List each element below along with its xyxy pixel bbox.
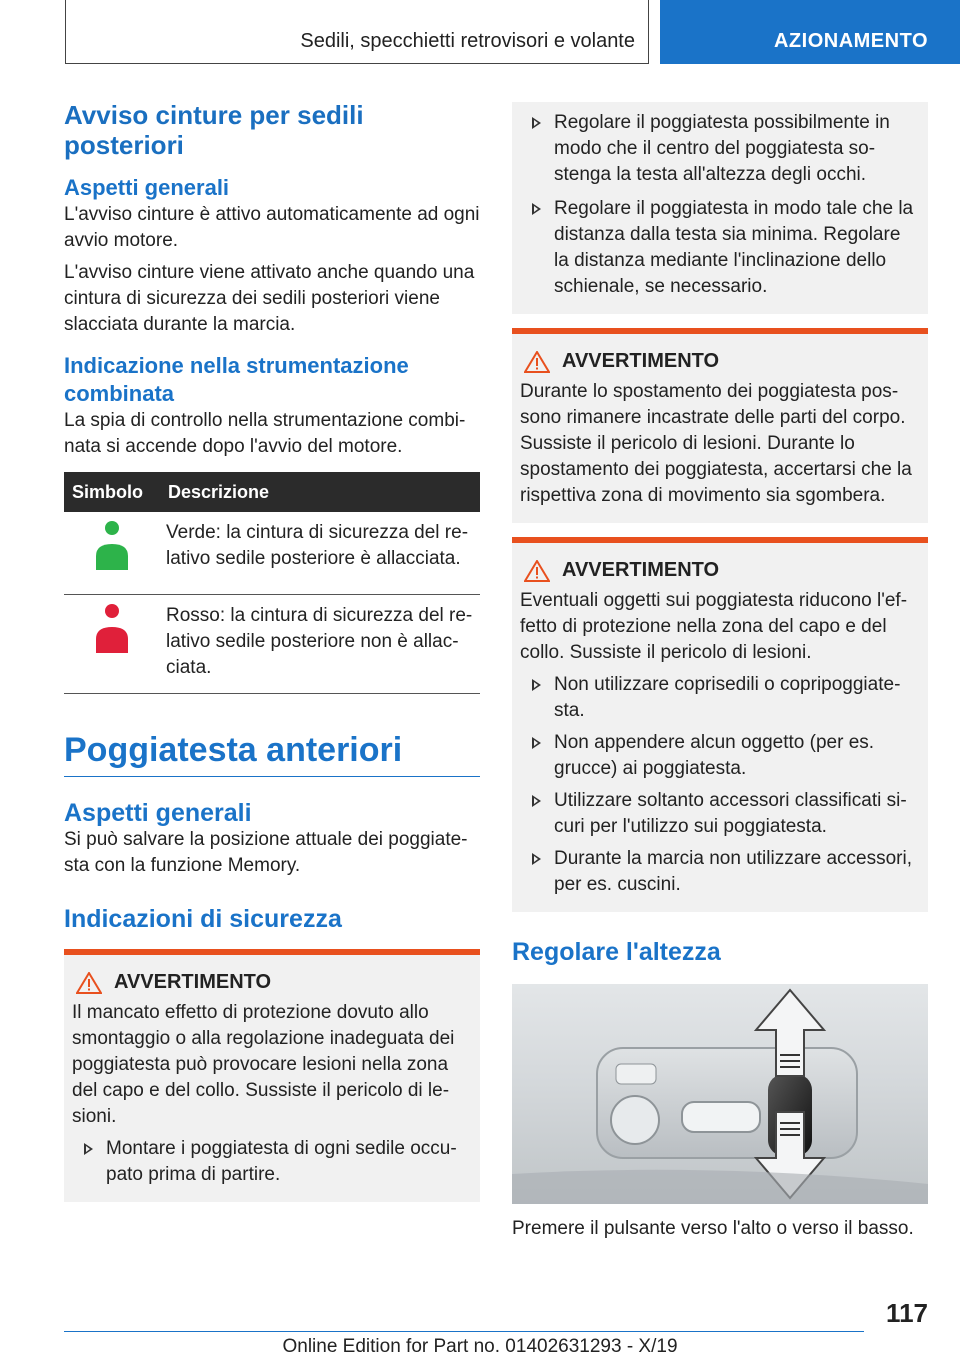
warning-triangle-icon bbox=[524, 560, 550, 582]
table-row bbox=[64, 595, 480, 694]
arrow-bullet-icon bbox=[84, 1143, 93, 1155]
warning-title: AVVERTIMENTO bbox=[562, 559, 720, 581]
heading-front-headrests: Poggiatesta anteriori bbox=[64, 731, 403, 769]
heading-instrument-cluster: Indicazione nella strumentazione combinata bbox=[64, 353, 409, 406]
paragraph-memory: Si può salvare la posizione attuale dei poggiatesta con la funzione Memory. bbox=[64, 829, 468, 876]
warning-triangle-icon bbox=[76, 972, 102, 994]
paragraph-indicator: La spia di controllo nella strumentazione combinata si accende dopo l'avvio del motore. bbox=[64, 410, 466, 457]
heading-seatbelt-reminder: Avviso cinture per sedili posteriori bbox=[64, 100, 364, 160]
warning-box-1 bbox=[64, 949, 480, 1202]
section-rule bbox=[64, 776, 480, 777]
left-column bbox=[64, 100, 480, 1202]
warning-text: Il mancato effetto di protezione dovuto allo smontaggio o alla regolazione inadeguata dei poggiatesta può provocare lesioni nella zona del capo e del collo. Sussiste il pericolo di lesioni. bbox=[72, 1002, 455, 1127]
arrow-bullet-icon bbox=[532, 679, 541, 691]
list-item: Montare i poggiatesta di ogni sedile occupato prima di partire. bbox=[72, 1136, 472, 1188]
list-item: Regolare il poggiatesta possibilmente in modo che il centro del poggiatesta sostenga la testa all'altezza degli occhi. bbox=[520, 110, 920, 188]
step-list bbox=[520, 102, 920, 300]
warning-text: Eventuali oggetti sui poggiatesta riducono l'effetto di protezione nella zona del capo e del collo. Sussiste il pericolo di lesioni. bbox=[520, 590, 908, 663]
list-item: Durante la marcia non utilizzare accessori, per es. cuscini. bbox=[520, 846, 920, 898]
list-item: Utilizzare soltanto accessori classificati sicuri per l'utilizzo sui poggiatesta. bbox=[520, 788, 920, 840]
table-cell-description: Rosso: la cintura di sicurezza del relativo sedile posteriore non è allacciata. bbox=[160, 595, 480, 694]
warning-text: Durante lo spostamento dei poggiatesta possono rimanere incastrate delle parti del corpo. Sussiste il pericolo di lesioni. Durante lo spostamento dei poggiatesta, accertarsi che la rispettiva zona di movimento sia sgombera. bbox=[520, 381, 912, 506]
red-seat-icon bbox=[94, 603, 130, 657]
arrow-bullet-icon bbox=[532, 795, 541, 807]
arrow-bullet-icon bbox=[532, 737, 541, 749]
header-chapter-tab bbox=[660, 0, 960, 64]
heading-general-1: Aspetti generali bbox=[64, 175, 230, 200]
list-item: Regolare il poggiatesta in modo tale che la distanza dalla testa sia minima. Regolare la distanza mediante l'inclinazione dello schienale, se necessario. bbox=[520, 196, 920, 300]
page-number: 117 bbox=[886, 1298, 928, 1328]
paragraph-reminder-unfastened: L'avviso cinture viene attivato anche quando una cintura di sicurezza dei sedili posteriori viene slacciata durante la marcia. bbox=[64, 262, 475, 335]
headrest-switch-photo bbox=[512, 984, 928, 1204]
list-item: Non utilizzare coprisedili o copripoggiatesta. bbox=[520, 672, 920, 724]
warning-box-3 bbox=[512, 537, 928, 912]
arrow-bullet-icon bbox=[532, 117, 541, 129]
warning-title: AVVERTIMENTO bbox=[562, 350, 720, 372]
symbol-table bbox=[64, 472, 480, 694]
heading-adjust-height: Regolare l'altezza bbox=[512, 938, 721, 966]
right-column bbox=[512, 102, 928, 1242]
warning-title: AVVERTIMENTO bbox=[114, 971, 272, 993]
heading-safety: Indicazioni di sicurezza bbox=[64, 905, 342, 933]
arrow-bullet-icon bbox=[532, 853, 541, 865]
header-section-title: Sedili, specchietti retrovisori e volante bbox=[300, 30, 635, 52]
green-seat-icon bbox=[94, 520, 130, 574]
seat-control-illustration bbox=[512, 984, 928, 1204]
adjust-steps-box bbox=[512, 102, 928, 314]
warning-list bbox=[72, 1136, 472, 1188]
table-header-description: Descrizione bbox=[160, 472, 480, 512]
table-header-symbol: Simbolo bbox=[64, 472, 160, 512]
warning-box-2 bbox=[512, 328, 928, 523]
table-cell-description: Verde: la cintura di sicurezza del relativo sedile posteriore è allacciata. bbox=[160, 512, 480, 595]
chapter-label: AZIONAMENTO bbox=[773, 30, 928, 52]
warning-triangle-icon bbox=[524, 351, 550, 373]
heading-general-2: Aspetti generali bbox=[64, 799, 252, 827]
footer-rule bbox=[64, 1331, 864, 1332]
list-item: Non appendere alcun oggetto (per es. grucce) ai poggiatesta. bbox=[520, 730, 920, 782]
table-row bbox=[64, 512, 480, 595]
footer-edition: Online Edition for Part no. 01402631293 - X/19 bbox=[282, 1336, 678, 1357]
photo-caption: Premere il pulsante verso l'alto o verso il basso. bbox=[512, 1218, 914, 1239]
arrow-bullet-icon bbox=[532, 203, 541, 215]
paragraph-reminder-active: L'avviso cinture è attivo automaticamente ad ogni avvio motore. bbox=[64, 204, 480, 251]
warning-list bbox=[520, 672, 920, 898]
